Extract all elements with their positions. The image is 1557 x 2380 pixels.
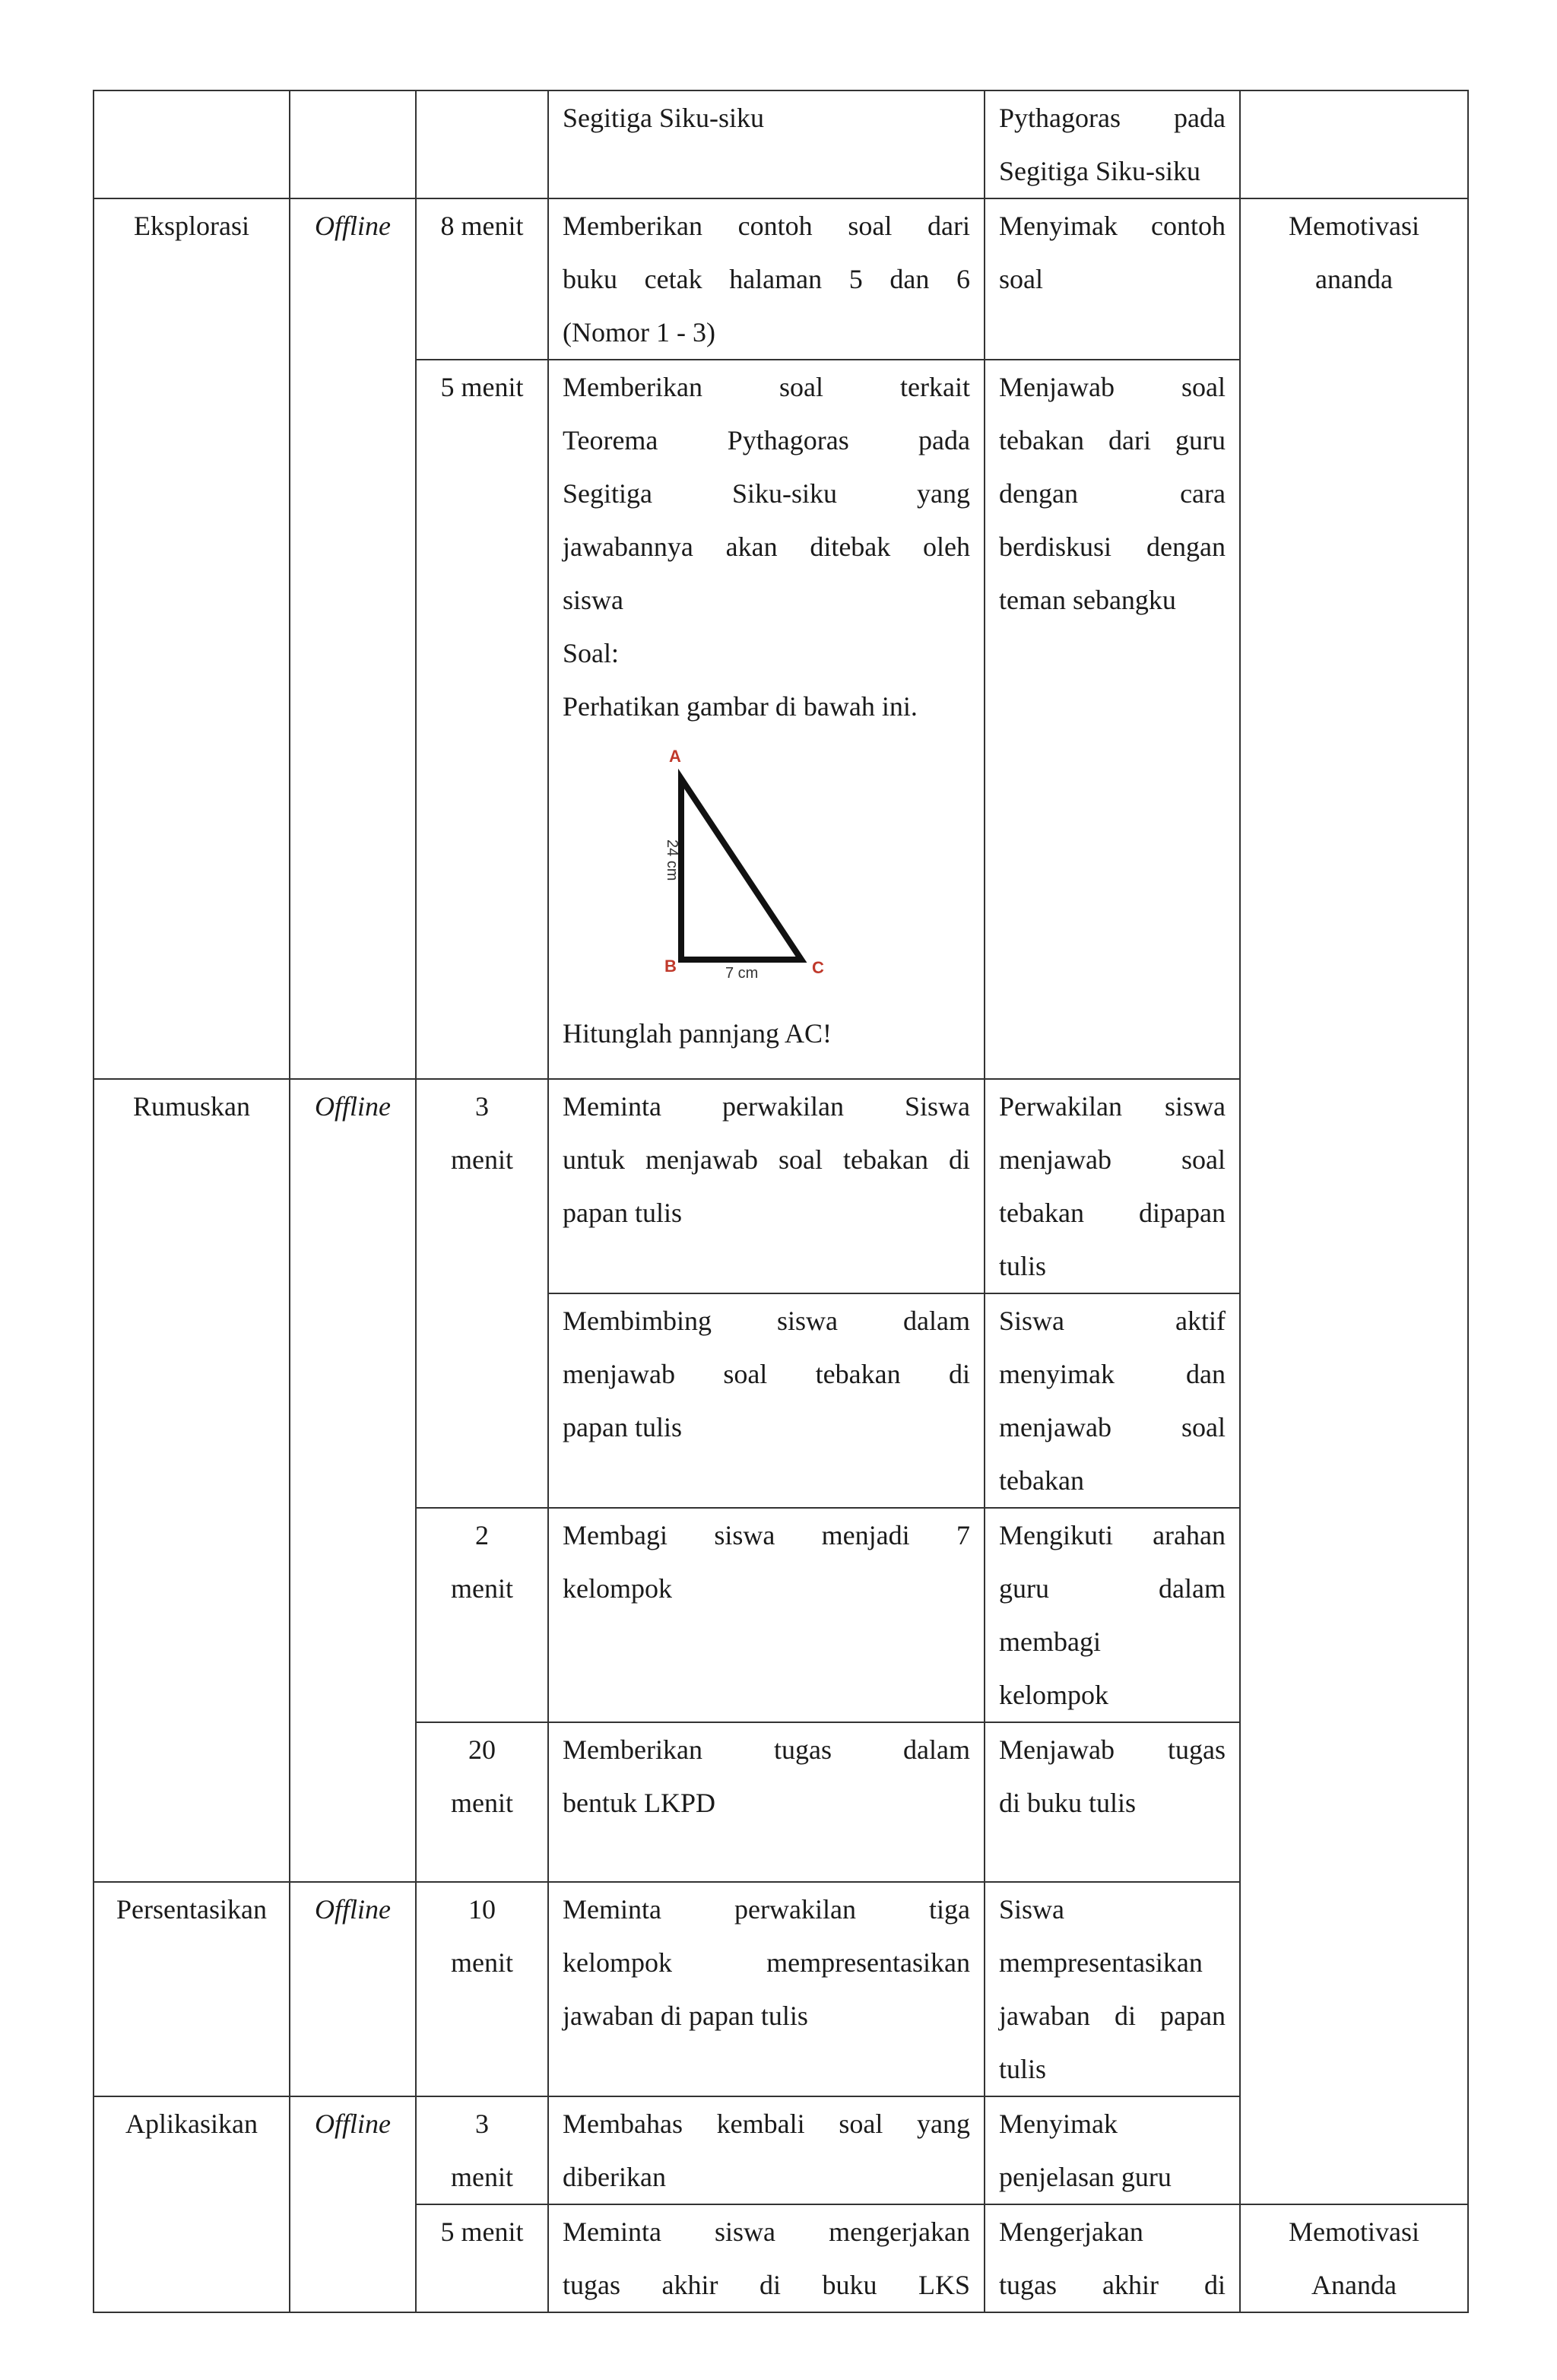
triangle-shape	[681, 779, 801, 960]
table-row	[94, 90, 1468, 198]
student-activity-cell: Mengikuti arahan guru dalam membagi kelompok	[985, 1508, 1240, 1722]
time-cell	[416, 90, 548, 198]
vertex-label-b: B	[664, 957, 677, 976]
time-cell: 2 menit	[416, 1508, 548, 1722]
student-activity-cell: Perwakilan siswa menjawab soal tebakan dipapan tulis	[985, 1079, 1240, 1293]
teacher-activity-cell: Meminta perwakilan tiga kelompok mempresentasikan jawaban di papan tulis	[548, 1882, 985, 2096]
teacher-activity-cell: Meminta siswa mengerjakan tugas akhir di buku LKS	[548, 2204, 985, 2312]
time-cell: 3 menit	[416, 1079, 548, 1508]
teacher-activity-cell: Meminta perwakilan Siswa untuk menjawab soal tebakan di papan tulis	[548, 1079, 985, 1293]
note-cell	[1240, 90, 1468, 198]
mode-cell: Offline	[290, 1079, 416, 1882]
time-cell: 5 menit	[416, 360, 548, 1079]
stage-cell: Eksplorasi	[94, 198, 290, 1079]
stage-cell: Rumuskan	[94, 1079, 290, 1882]
right-triangle-figure	[636, 748, 864, 999]
teacher-activity-cell: Membahas kembali soal yang diberikan	[548, 2096, 985, 2204]
note-cell: Memotivasi ananda	[1240, 198, 1468, 2204]
teacher-activity-cell: Segitiga Siku-siku	[548, 90, 985, 198]
student-activity-cell: Mengerjakan tugas akhir di	[985, 2204, 1240, 2312]
mode-cell	[290, 90, 416, 198]
note-cell: Memotivasi Ananda	[1240, 2204, 1468, 2312]
teacher-activity-cell: Membimbing siswa dalam menjawab soal tebakan di papan tulis	[548, 1293, 985, 1508]
teacher-activity-cell: Memberikan tugas dalam bentuk LKPD	[548, 1722, 985, 1882]
student-activity-cell: Menjawab tugas di buku tulis	[985, 1722, 1240, 1882]
lesson-plan-table	[93, 90, 1469, 2313]
side-label-ab: 24 cm	[664, 839, 680, 881]
time-cell: 20 menit	[416, 1722, 548, 1882]
student-activity-cell: Pythagoras pada Segitiga Siku-siku	[985, 90, 1240, 198]
teacher-activity-cell: Memberikan soal terkait Teorema Pythagoras pada Segitiga Siku-siku yang jawabannya akan ditebak oleh siswa Soal: Perhatikan gambar di bawah ini. A B C 24 cm 7 cm Hitunglah pannjang AC!	[548, 360, 985, 1079]
time-cell: 10 menit	[416, 1882, 548, 2096]
stage-cell: Persentasikan	[94, 1882, 290, 2096]
vertex-label-a: A	[669, 748, 681, 766]
time-cell: 3 menit	[416, 2096, 548, 2204]
mode-cell: Offline	[290, 2096, 416, 2312]
student-activity-cell: Menyimak contoh soal	[985, 198, 1240, 360]
time-cell: 5 menit	[416, 2204, 548, 2312]
student-activity-cell: Siswa aktif menyimak dan menjawab soal tebakan	[985, 1293, 1240, 1508]
mode-cell: Offline	[290, 1882, 416, 2096]
student-activity-cell: Menyimak penjelasan guru	[985, 2096, 1240, 2204]
time-cell: 8 menit	[416, 198, 548, 360]
student-activity-cell: Menjawab soal tebakan dari guru dengan cara berdiskusi dengan teman sebangku	[985, 360, 1240, 1079]
table-row	[94, 198, 1468, 360]
side-label-bc: 7 cm	[725, 965, 759, 982]
stage-cell	[94, 90, 290, 198]
student-activity-cell: Siswa mempresentasikan jawaban di papan tulis	[985, 1882, 1240, 2096]
mode-cell: Offline	[290, 198, 416, 1079]
vertex-label-c: C	[812, 958, 824, 977]
teacher-activity-cell: Memberikan contoh soal dari buku cetak halaman 5 dan 6 (Nomor 1 - 3)	[548, 198, 985, 360]
stage-cell: Aplikasikan	[94, 2096, 290, 2312]
teacher-activity-cell: Membagi siswa menjadi 7 kelompok	[548, 1508, 985, 1722]
